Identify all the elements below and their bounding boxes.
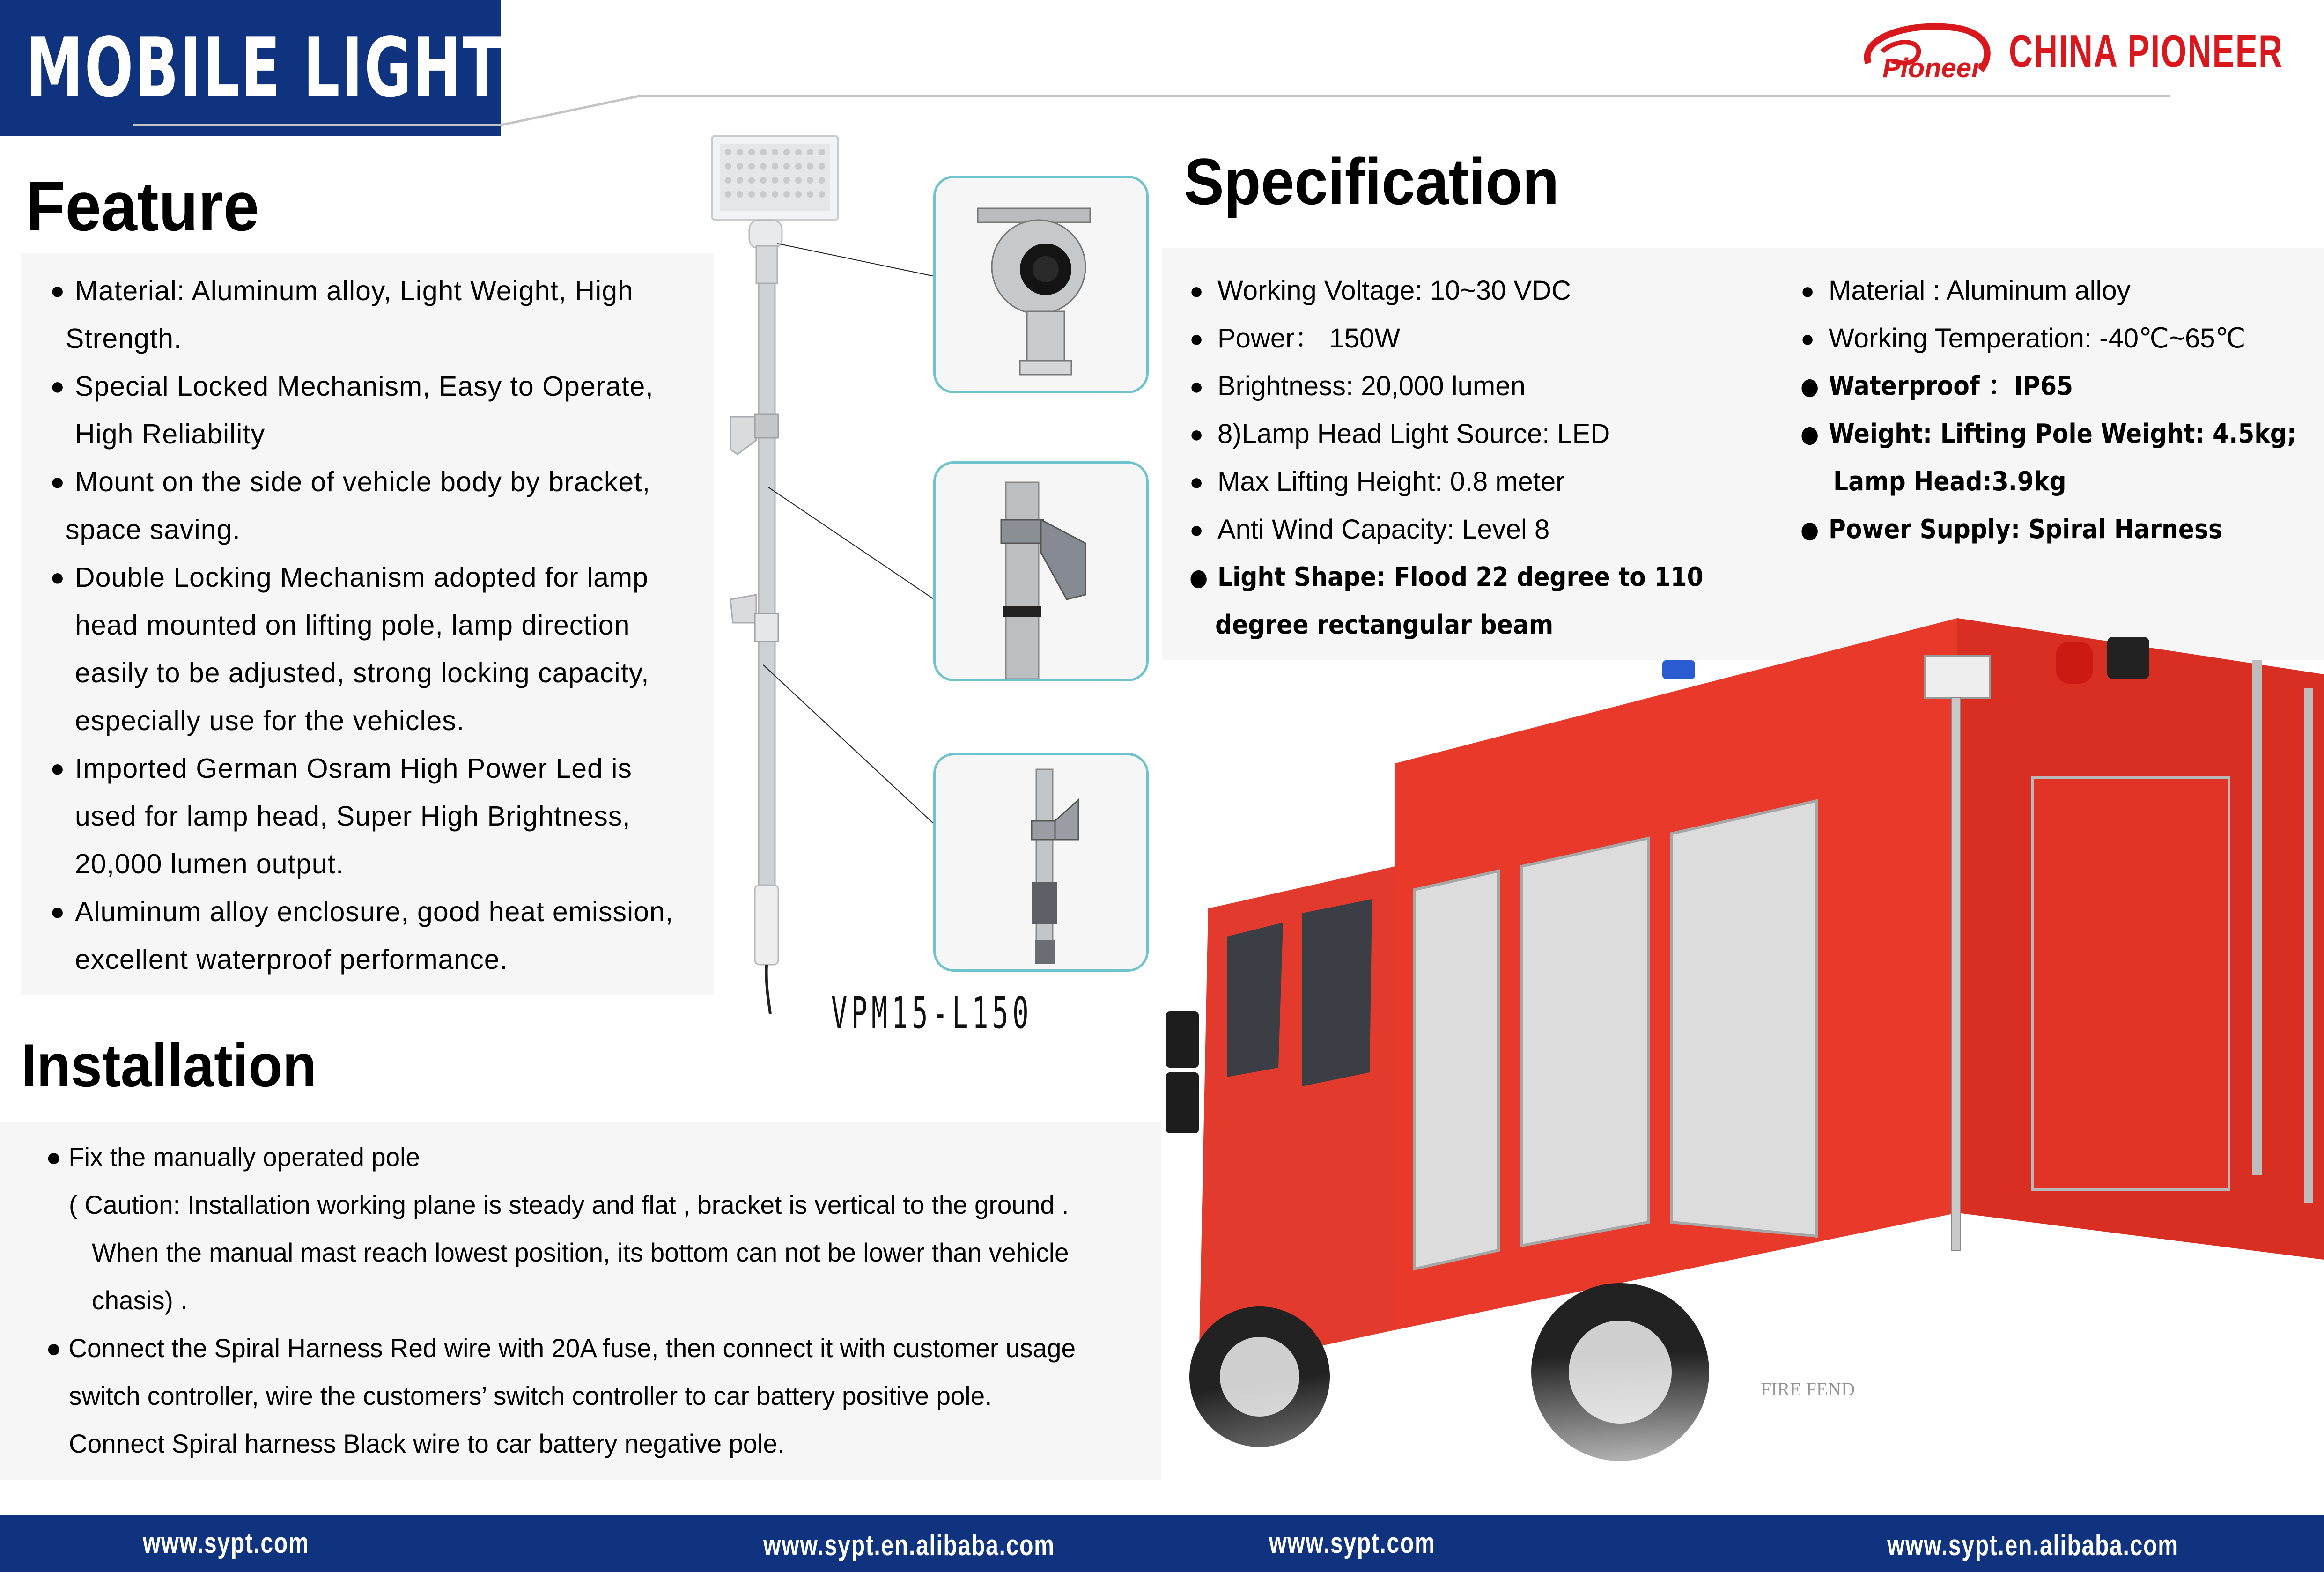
- bullet-icon: ●: [1800, 421, 1819, 448]
- bullet-icon: ●: [1189, 564, 1208, 591]
- feature-heading: Feature: [26, 167, 259, 245]
- installation-line: chasis) .: [92, 1285, 188, 1315]
- bullet-icon: ●: [1189, 373, 1204, 399]
- spec-item-light-shape: ● Light Shape: Flood 22 degree to 110 degree rectangular beam: [1189, 554, 1704, 649]
- footer-link-sypt[interactable]: www.sypt.com: [143, 1527, 310, 1559]
- spec-item-power: ● Power： 150W: [1189, 315, 1704, 362]
- detail-view-lamp-joint: [933, 176, 1149, 393]
- spec-item-lifting-height: ● Max Lifting Height: 0.8 meter: [1189, 458, 1704, 506]
- svg-text:Pioneer: Pioneer: [1882, 53, 1982, 83]
- header-rule-short: [133, 124, 503, 126]
- spec-item-light-source: ● 8)Lamp Head Light Source: LED: [1189, 410, 1704, 458]
- feature-item: ● Double Locking Mechanism adopted for lamp head mounted on lifting pole, lamp direction easily to be adjusted, strong locking capacity, especially use for the vehicles.: [21, 554, 714, 745]
- bracket-icon: [936, 464, 1146, 679]
- spec-item-anti-wind: ● Anti Wind Capacity: Level 8: [1189, 506, 1704, 554]
- pioneer-logo-icon: [1854, 19, 2004, 84]
- detail-view-lower-pole: [933, 753, 1149, 972]
- installation-heading: Installation: [21, 1031, 317, 1100]
- bullet-icon: ●: [1189, 278, 1204, 304]
- brand-logo: [1854, 19, 2284, 84]
- installation-line: Connect Spiral harness Black wire to car battery negative pole.: [69, 1429, 785, 1458]
- installation-line: When the manual mast reach lowest position, its bottom can not be lower than vehicle: [92, 1238, 1069, 1267]
- installation-line: ● Fix the manually operated pole: [46, 1142, 420, 1172]
- bullet-icon: ●: [50, 898, 66, 925]
- installation-line: switch controller, wire the customers’ switch controller to car battery positive pole.: [69, 1381, 992, 1410]
- footer-link-alibaba[interactable]: www.sypt.en.alibaba.com: [763, 1529, 1055, 1562]
- spec-item-weight: ● Weight: Lifting Pole Weight: 4.5kg; Lamp Head:3.9kg: [1800, 410, 2296, 506]
- spec-item-power-supply: ● Power Supply: Spiral Harness: [1800, 506, 2296, 554]
- feature-list: [21, 253, 714, 983]
- spec-list-right: [1800, 267, 2296, 554]
- locking-knob-icon: [936, 178, 1146, 391]
- bullet-icon: ●: [1800, 516, 1819, 543]
- bullet-icon: ●: [1800, 278, 1815, 304]
- feature-item: ● Material: Aluminum alloy, Light Weight, High Strength.: [21, 267, 714, 362]
- bullet-icon: ●: [1189, 469, 1204, 495]
- product-model-label: VPM15-L150: [831, 988, 1033, 1038]
- spec-item-material: ● Material : Aluminum alloy: [1800, 267, 2296, 315]
- header-rule-diagonal: [499, 91, 644, 129]
- installation-steps: [0, 1133, 1161, 1468]
- feature-item: ● Special Locked Mechanism, Easy to Operate, High Reliability: [21, 362, 714, 458]
- header-rule-long: [637, 95, 2170, 97]
- specification-heading: Specification: [1184, 145, 1559, 218]
- feature-item: ● Aluminum alloy enclosure, good heat emission, excellent waterproof performance.: [21, 888, 714, 983]
- bullet-icon: ●: [50, 373, 66, 400]
- bullet-icon: ●: [50, 277, 66, 304]
- feature-item: ● Mount on the side of vehicle body by bracket, space saving.: [21, 458, 714, 554]
- title-banner: [0, 0, 501, 136]
- footer-bar: [0, 1515, 2324, 1572]
- pole-grip-icon: [936, 755, 1146, 969]
- callout-leader-lines: [749, 178, 946, 834]
- bullet-icon: ●: [50, 468, 66, 495]
- spec-item-working-temperature: ● Working Temperation: -40℃~65℃: [1800, 315, 2296, 362]
- footer-link-alibaba-2[interactable]: www.sypt.en.alibaba.com: [1887, 1529, 2179, 1562]
- bullet-icon: ●: [1189, 517, 1204, 543]
- spec-item-waterproof: ● Waterproof ：IP65: [1800, 362, 2296, 410]
- brand-name: CHINA PIONEER: [2009, 25, 2284, 77]
- bullet-icon: ●: [50, 564, 66, 591]
- installation-line: ● Connect the Spiral Harness Red wire with 20A fuse, then connect it with customer usage: [46, 1333, 1076, 1363]
- feature-item: ● Imported German Osram High Power Led is used for lamp head, Super High Brightness, 20,000 lumen output.: [21, 745, 714, 888]
- bullet-icon: ●: [50, 755, 66, 782]
- bullet-icon: ●: [1800, 373, 1819, 400]
- bullet-icon: ●: [1800, 325, 1815, 352]
- fire-truck-photo: [1152, 604, 2324, 1513]
- spec-item-brightness: ● Brightness: 20,000 lumen: [1189, 362, 1704, 410]
- bullet-icon: ●: [1189, 325, 1204, 352]
- spec-item-working-voltage: ● Working Voltage: 10~30 VDC: [1189, 267, 1704, 315]
- installation-line: ( Caution: Installation working plane is steady and flat , bracket is vertical to the ground .: [69, 1190, 1069, 1219]
- feature-panel: [21, 253, 714, 995]
- footer-link-sypt-2[interactable]: www.sypt.com: [1269, 1527, 1436, 1559]
- bullet-icon: ●: [1189, 421, 1204, 447]
- spec-list-left: [1189, 267, 1704, 649]
- page-title: MOBILE LIGHT: [26, 20, 503, 116]
- detail-view-bracket: [933, 461, 1149, 681]
